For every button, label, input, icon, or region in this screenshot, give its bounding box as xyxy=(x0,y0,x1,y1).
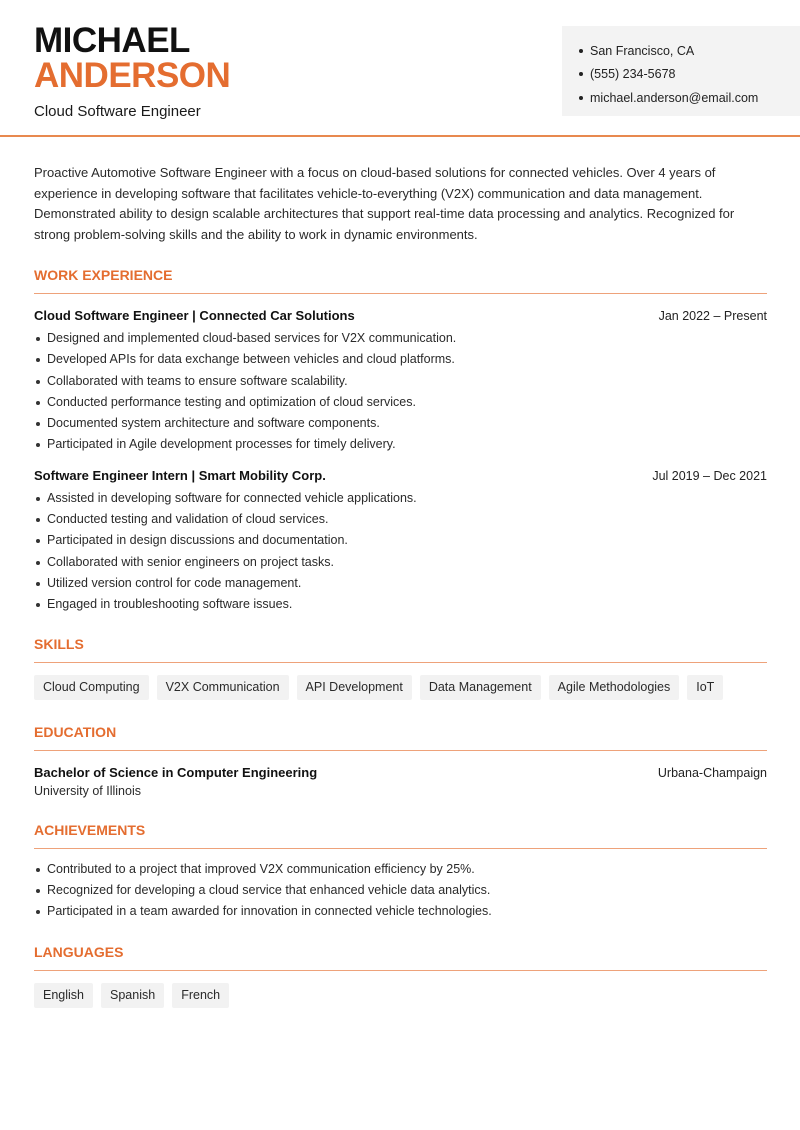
achievements-section xyxy=(34,822,767,923)
skill-tag: Data Management xyxy=(420,675,541,700)
list-item: Collaborated with teams to ensure software scalability. xyxy=(34,371,767,392)
contact-email-text[interactable]: michael.anderson@email.com xyxy=(590,90,759,105)
skills-tags xyxy=(34,675,767,700)
education-heading: EDUCATION xyxy=(34,724,767,751)
name-block xyxy=(34,21,231,120)
list-item: Engaged in troubleshooting software issues. xyxy=(34,594,767,615)
contact-location-text: San Francisco, CA xyxy=(590,43,695,58)
languages-tags xyxy=(34,983,767,1008)
list-item: Conducted testing and validation of cloud services. xyxy=(34,509,767,530)
list-item: Collaborated with senior engineers on project tasks. xyxy=(34,552,767,573)
list-item: Utilized version control for code management. xyxy=(34,573,767,594)
contact-location xyxy=(579,39,800,63)
languages-heading: LANGUAGES xyxy=(34,944,767,971)
last-name: ANDERSON xyxy=(34,56,231,95)
language-tag: French xyxy=(172,983,229,1008)
job-dates: Jul 2019 – Dec 2021 xyxy=(652,468,767,483)
work-section xyxy=(34,267,767,616)
contact-phone xyxy=(579,63,800,87)
list-item: Contributed to a project that improved V2X communication efficiency by 25%. xyxy=(34,859,767,880)
skill-tag: Cloud Computing xyxy=(34,675,149,700)
education-school: University of Illinois xyxy=(34,783,141,798)
list-item: Participated in Agile development processes for timely delivery. xyxy=(34,434,767,455)
summary: Proactive Automotive Software Engineer with a focus on cloud-based solutions for connected vehicles. Over 4 years of experience in developing software that facilitates vehicle-to-everything (V2X) communication and data management. Demonstrated ability to design scalable architectures that support real-time data processing and analytics. Recognized for strong problem-solving skills and the ability to work in dynamic environments. xyxy=(34,165,735,242)
job-bullets xyxy=(34,488,767,616)
job-entry xyxy=(34,308,767,456)
resume-header xyxy=(0,0,800,137)
job-role: Software Engineer Intern | Smart Mobility Corp. xyxy=(34,467,326,483)
education-section xyxy=(34,724,767,798)
list-item: Assisted in developing software for connected vehicle applications. xyxy=(34,488,767,509)
list-item: Participated in design discussions and documentation. xyxy=(34,530,767,551)
skill-tag: V2X Communication xyxy=(157,675,289,700)
first-name: MICHAEL xyxy=(34,21,190,60)
skill-tag: IoT xyxy=(687,675,723,700)
job-role: Cloud Software Engineer | Connected Car Solutions xyxy=(34,308,355,323)
skill-tag: API Development xyxy=(297,675,412,700)
bullet-icon xyxy=(579,72,583,76)
achievements-heading: ACHIEVEMENTS xyxy=(34,822,767,849)
work-heading: WORK EXPERIENCE xyxy=(34,267,767,294)
contact-phone-text: (555) 234-5678 xyxy=(590,67,676,82)
skills-heading: SKILLS xyxy=(34,636,767,663)
list-item: Developed APIs for data exchange between vehicles and cloud platforms. xyxy=(34,349,767,370)
contact-box xyxy=(562,26,800,116)
job-entry xyxy=(34,468,767,616)
bullet-icon xyxy=(579,49,583,53)
skills-section xyxy=(34,636,767,700)
list-item: Designed and implemented cloud-based services for V2X communication. xyxy=(34,328,767,349)
language-tag: Spanish xyxy=(101,983,164,1008)
job-bullets xyxy=(34,328,767,456)
language-tag: English xyxy=(34,983,93,1008)
achievements-list xyxy=(34,859,767,923)
list-item: Recognized for developing a cloud service that enhanced vehicle data analytics. xyxy=(34,880,767,901)
education-degree: Bachelor of Science in Computer Engineering xyxy=(34,764,318,780)
education-entry xyxy=(34,765,767,798)
list-item: Participated in a team awarded for innovation in connected vehicle technologies. xyxy=(34,901,767,922)
job-dates: Jan 2022 – Present xyxy=(658,309,767,323)
bullet-icon xyxy=(579,96,583,100)
resume-body xyxy=(34,163,767,1008)
education-location: Urbana-Champaign xyxy=(657,765,767,780)
job-title: Cloud Software Engineer xyxy=(34,103,201,120)
skill-tag: Agile Methodologies xyxy=(549,675,680,700)
languages-section xyxy=(34,944,767,1008)
contact-email xyxy=(579,86,800,110)
list-item: Documented system architecture and software components. xyxy=(34,413,767,434)
list-item: Conducted performance testing and optimization of cloud services. xyxy=(34,392,767,413)
